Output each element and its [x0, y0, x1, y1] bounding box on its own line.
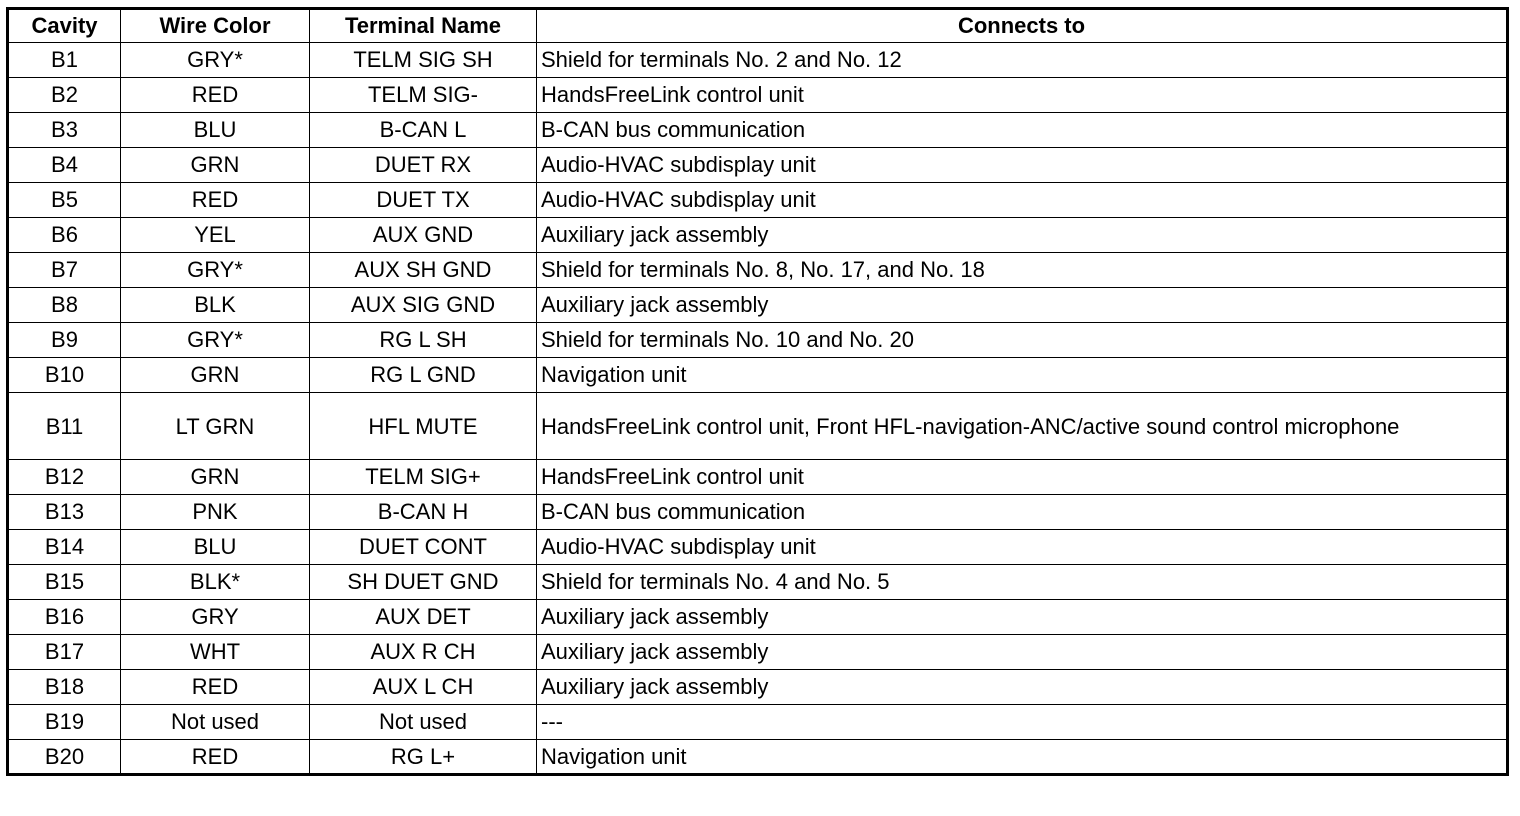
connector-pinout-table: [6, 7, 1509, 776]
connects-to-cell: Audio-HVAC subdisplay unit: [537, 148, 1508, 183]
table-row: [8, 183, 1508, 218]
terminal-name-cell: SH DUET GND: [310, 565, 537, 600]
wire-color-cell: LT GRN: [121, 393, 310, 460]
terminal-name-cell: RG L SH: [310, 323, 537, 358]
connects-to-cell: HandsFreeLink control unit: [537, 78, 1508, 113]
table-body: [8, 43, 1508, 775]
terminal-name-cell: TELM SIG-: [310, 78, 537, 113]
cavity-cell: B2: [8, 78, 121, 113]
terminal-name-cell: RG L+: [310, 740, 537, 775]
connects-to-cell: B-CAN bus communication: [537, 495, 1508, 530]
connects-to-cell: Audio-HVAC subdisplay unit: [537, 183, 1508, 218]
terminal-name-cell: AUX L CH: [310, 670, 537, 705]
terminal-name-cell: DUET CONT: [310, 530, 537, 565]
terminal-name-cell: Not used: [310, 705, 537, 740]
connects-to-cell: Navigation unit: [537, 740, 1508, 775]
cavity-cell: B9: [8, 323, 121, 358]
header-row: [8, 9, 1508, 43]
table-row: [8, 43, 1508, 78]
table-row: [8, 323, 1508, 358]
table-row: [8, 113, 1508, 148]
terminal-name-cell: AUX R CH: [310, 635, 537, 670]
wire-color-cell: BLK: [121, 288, 310, 323]
terminal-name-cell: AUX GND: [310, 218, 537, 253]
wire-color-cell: RED: [121, 740, 310, 775]
connects-to-cell: Auxiliary jack assembly: [537, 218, 1508, 253]
table-row: [8, 288, 1508, 323]
cavity-cell: B6: [8, 218, 121, 253]
table-row: [8, 460, 1508, 495]
table-row: [8, 495, 1508, 530]
header-cavity: Cavity: [8, 9, 121, 43]
wire-color-cell: GRY: [121, 600, 310, 635]
cavity-cell: B20: [8, 740, 121, 775]
terminal-name-cell: DUET RX: [310, 148, 537, 183]
connects-to-cell: Shield for terminals No. 2 and No. 12: [537, 43, 1508, 78]
connects-to-cell: Shield for terminals No. 4 and No. 5: [537, 565, 1508, 600]
table-row: [8, 670, 1508, 705]
connects-to-cell: Auxiliary jack assembly: [537, 635, 1508, 670]
terminal-name-cell: DUET TX: [310, 183, 537, 218]
cavity-cell: B4: [8, 148, 121, 183]
connector-pinout-sheet: [6, 7, 1506, 776]
wire-color-cell: GRN: [121, 358, 310, 393]
terminal-name-cell: B-CAN H: [310, 495, 537, 530]
wire-color-cell: RED: [121, 670, 310, 705]
cavity-cell: B8: [8, 288, 121, 323]
table-row: [8, 148, 1508, 183]
terminal-name-cell: AUX DET: [310, 600, 537, 635]
cavity-cell: B5: [8, 183, 121, 218]
table-row: [8, 358, 1508, 393]
connects-to-cell: Auxiliary jack assembly: [537, 288, 1508, 323]
connects-to-cell: B-CAN bus communication: [537, 113, 1508, 148]
wire-color-cell: BLU: [121, 113, 310, 148]
connects-to-cell: Shield for terminals No. 8, No. 17, and No. 18: [537, 253, 1508, 288]
header-connects-to: Connects to: [537, 9, 1508, 43]
table-row: [8, 393, 1508, 460]
table-row: [8, 740, 1508, 775]
header-wire-color: Wire Color: [121, 9, 310, 43]
wire-color-cell: RED: [121, 78, 310, 113]
wire-color-cell: GRY*: [121, 253, 310, 288]
wire-color-cell: YEL: [121, 218, 310, 253]
wire-color-cell: BLK*: [121, 565, 310, 600]
wire-color-cell: GRY*: [121, 43, 310, 78]
connects-to-cell: Navigation unit: [537, 358, 1508, 393]
table-row: [8, 253, 1508, 288]
wire-color-cell: RED: [121, 183, 310, 218]
connects-to-cell: Audio-HVAC subdisplay unit: [537, 530, 1508, 565]
cavity-cell: B13: [8, 495, 121, 530]
table-row: [8, 530, 1508, 565]
cavity-cell: B10: [8, 358, 121, 393]
connects-to-cell: ---: [537, 705, 1508, 740]
connects-to-cell: Shield for terminals No. 10 and No. 20: [537, 323, 1508, 358]
cavity-cell: B7: [8, 253, 121, 288]
cavity-cell: B16: [8, 600, 121, 635]
terminal-name-cell: TELM SIG SH: [310, 43, 537, 78]
connects-to-cell: Auxiliary jack assembly: [537, 600, 1508, 635]
terminal-name-cell: B-CAN L: [310, 113, 537, 148]
terminal-name-cell: TELM SIG+: [310, 460, 537, 495]
wire-color-cell: Not used: [121, 705, 310, 740]
cavity-cell: B17: [8, 635, 121, 670]
table-row: [8, 565, 1508, 600]
terminal-name-cell: RG L GND: [310, 358, 537, 393]
cavity-cell: B19: [8, 705, 121, 740]
cavity-cell: B15: [8, 565, 121, 600]
connects-to-cell: Auxiliary jack assembly: [537, 670, 1508, 705]
table-row: [8, 635, 1508, 670]
table-row: [8, 705, 1508, 740]
cavity-cell: B11: [8, 393, 121, 460]
wire-color-cell: GRY*: [121, 323, 310, 358]
wire-color-cell: WHT: [121, 635, 310, 670]
wire-color-cell: BLU: [121, 530, 310, 565]
table-row: [8, 600, 1508, 635]
cavity-cell: B12: [8, 460, 121, 495]
header-terminal-name: Terminal Name: [310, 9, 537, 43]
cavity-cell: B1: [8, 43, 121, 78]
cavity-cell: B14: [8, 530, 121, 565]
cavity-cell: B3: [8, 113, 121, 148]
terminal-name-cell: HFL MUTE: [310, 393, 537, 460]
connects-to-cell: HandsFreeLink control unit: [537, 460, 1508, 495]
wire-color-cell: GRN: [121, 148, 310, 183]
cavity-cell: B18: [8, 670, 121, 705]
table-row: [8, 218, 1508, 253]
table-row: [8, 78, 1508, 113]
wire-color-cell: GRN: [121, 460, 310, 495]
wire-color-cell: PNK: [121, 495, 310, 530]
connects-to-cell: HandsFreeLink control unit, Front HFL-navigation-ANC/active sound control microphone: [537, 393, 1508, 460]
terminal-name-cell: AUX SH GND: [310, 253, 537, 288]
table-header: [8, 9, 1508, 43]
terminal-name-cell: AUX SIG GND: [310, 288, 537, 323]
